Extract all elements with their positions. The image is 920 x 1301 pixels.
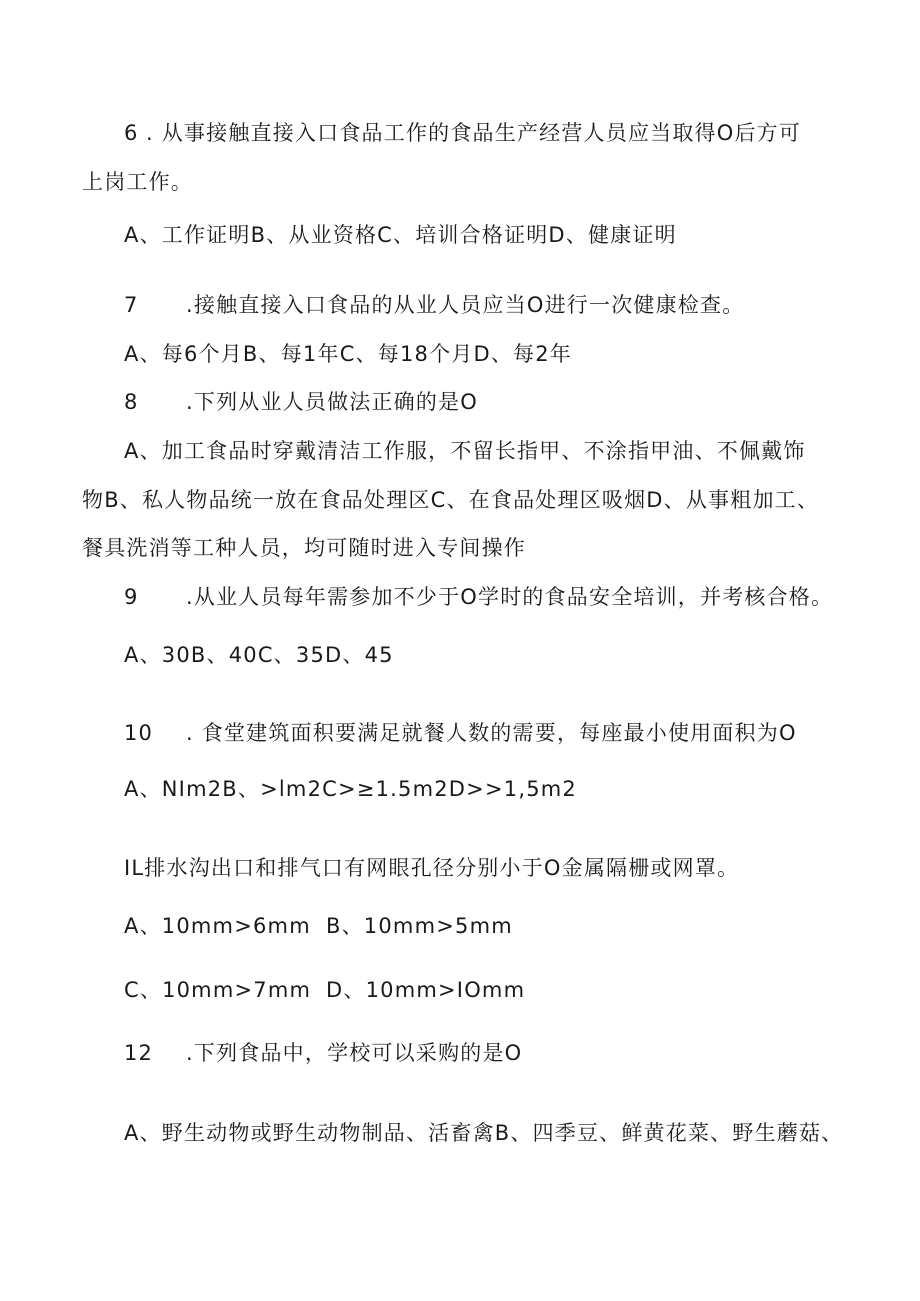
question-number: 12	[124, 1041, 154, 1065]
question-number: 10	[124, 721, 154, 745]
question-7-options: A、每6个月B、每1年C、每18个月D、每2年	[124, 342, 573, 366]
question-11-options-row-2	[124, 977, 525, 1003]
question-7	[124, 292, 744, 318]
question-text: . 从事接触直接入口食品工作的食品生产经营人员应当取得O后方可	[146, 121, 802, 145]
question-6-line-2: 上岗工作。	[82, 170, 193, 194]
question-11-options-row-1	[124, 913, 513, 939]
question-10	[124, 720, 797, 746]
question-11: IL排水沟出口和排气口有网眼孔径分别小于O金属隔栅或网罩。	[124, 856, 740, 880]
question-6-options: A、工作证明B、从业资格C、培训合格证明D、健康证明	[124, 223, 677, 247]
question-number: 7	[124, 293, 139, 317]
question-8-options-line-1: A、加工食品时穿戴清洁工作服，不留长指甲、不涂指甲油、不佩戴饰	[124, 439, 806, 463]
question-text: . 食堂建筑面积要满足就餐人数的需要，每座最小使用面积为O	[186, 721, 797, 745]
question-number: 6	[124, 121, 139, 145]
question-12	[124, 1040, 522, 1066]
question-12-options: A、野生动物或野生动物制品、活畜禽B、四季豆、鲜黄花菜、野生蘑菇、	[124, 1121, 844, 1145]
question-6-line-1	[124, 120, 801, 146]
question-9-options: A、30B、40C、35D、45	[124, 643, 394, 667]
question-text: .下列食品中，学校可以采购的是O	[186, 1041, 523, 1065]
question-8-options-line-3: 餐具洗消等工种人员，均可随时进入专间操作	[82, 536, 526, 560]
option-b: B、10mm>5mm	[326, 914, 513, 938]
option-c: C、10mm>7mm	[124, 978, 312, 1002]
question-number: 9	[124, 585, 139, 609]
question-9	[124, 584, 833, 610]
question-text: .下列从业人员做法正确的是O	[186, 390, 479, 414]
option-d: D、10mm>IOmm	[326, 978, 526, 1002]
question-text: .接触直接入口食品的从业人员应当O进行一次健康检查。	[186, 293, 745, 317]
option-a: A、10mm>6mm	[124, 914, 311, 938]
question-number: 8	[124, 390, 139, 414]
question-8-options-line-2: 物B、私人物品统一放在食品处理区C、在食品处理区吸烟D、从事粗加工、	[82, 488, 820, 512]
question-10-options: A、NIm2B、>lm2C>≥1.5m2D>>1,5m2	[124, 777, 577, 801]
question-8	[124, 389, 478, 415]
question-text: .从业人员每年需参加不少于O学时的食品安全培训，并考核合格。	[186, 585, 834, 609]
